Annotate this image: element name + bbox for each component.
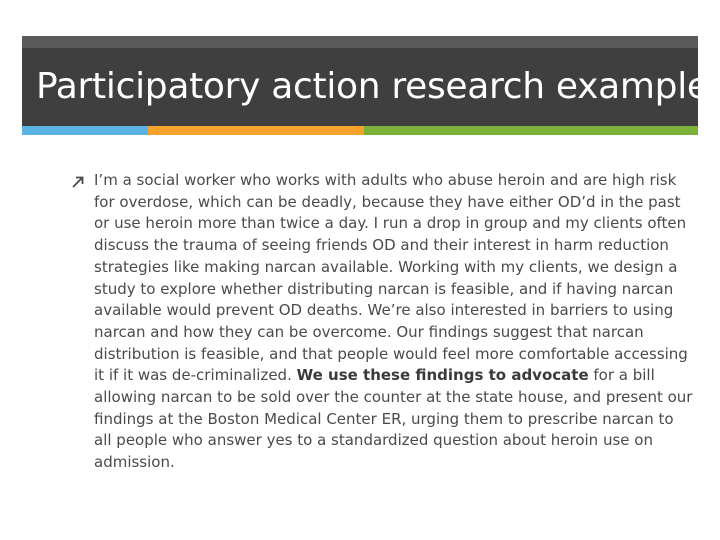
accent-bar-blue bbox=[22, 126, 148, 135]
slide-title: Participatory action research example bbox=[36, 66, 709, 107]
title-bar bbox=[22, 36, 709, 126]
bullet-paragraph bbox=[94, 170, 694, 474]
slide-content bbox=[70, 170, 694, 474]
accent-bar-green bbox=[364, 126, 698, 135]
paragraph-bold-text: We use these findings to advocate bbox=[296, 366, 589, 385]
paragraph-text-start: I’m a social worker who works with adults who abuse heroin and are high risk for overdose, which can be deadly, because they have either OD’d in the past or use heroin more than twice a day. I run a drop in group and my clients often discuss the trauma of seeing friends OD and their interest in harm reduction strategies like making narcan available. Working with my clients, we design a study to explore whether distributing narcan is feasible, and if having narcan available would prevent OD deaths. We’re also interested in barriers to using narcan and how they can be overcome. Our findings suggest that narcan distribution is feasible, and that people would feel more comfortable accessing it if it was de-criminalized. bbox=[94, 171, 688, 385]
accent-bar-orange bbox=[148, 126, 364, 135]
title-bar-top-line bbox=[22, 36, 698, 48]
paragraph-text-end: for a bill allowing narcan to be sold over the counter at the state house, and present our findings at the Boston Medical Center ER, urging them to prescribe narcan to all people who answer yes to a standardized question about heroin use on admission. bbox=[94, 366, 693, 472]
arrow-up-right-icon bbox=[70, 174, 86, 190]
